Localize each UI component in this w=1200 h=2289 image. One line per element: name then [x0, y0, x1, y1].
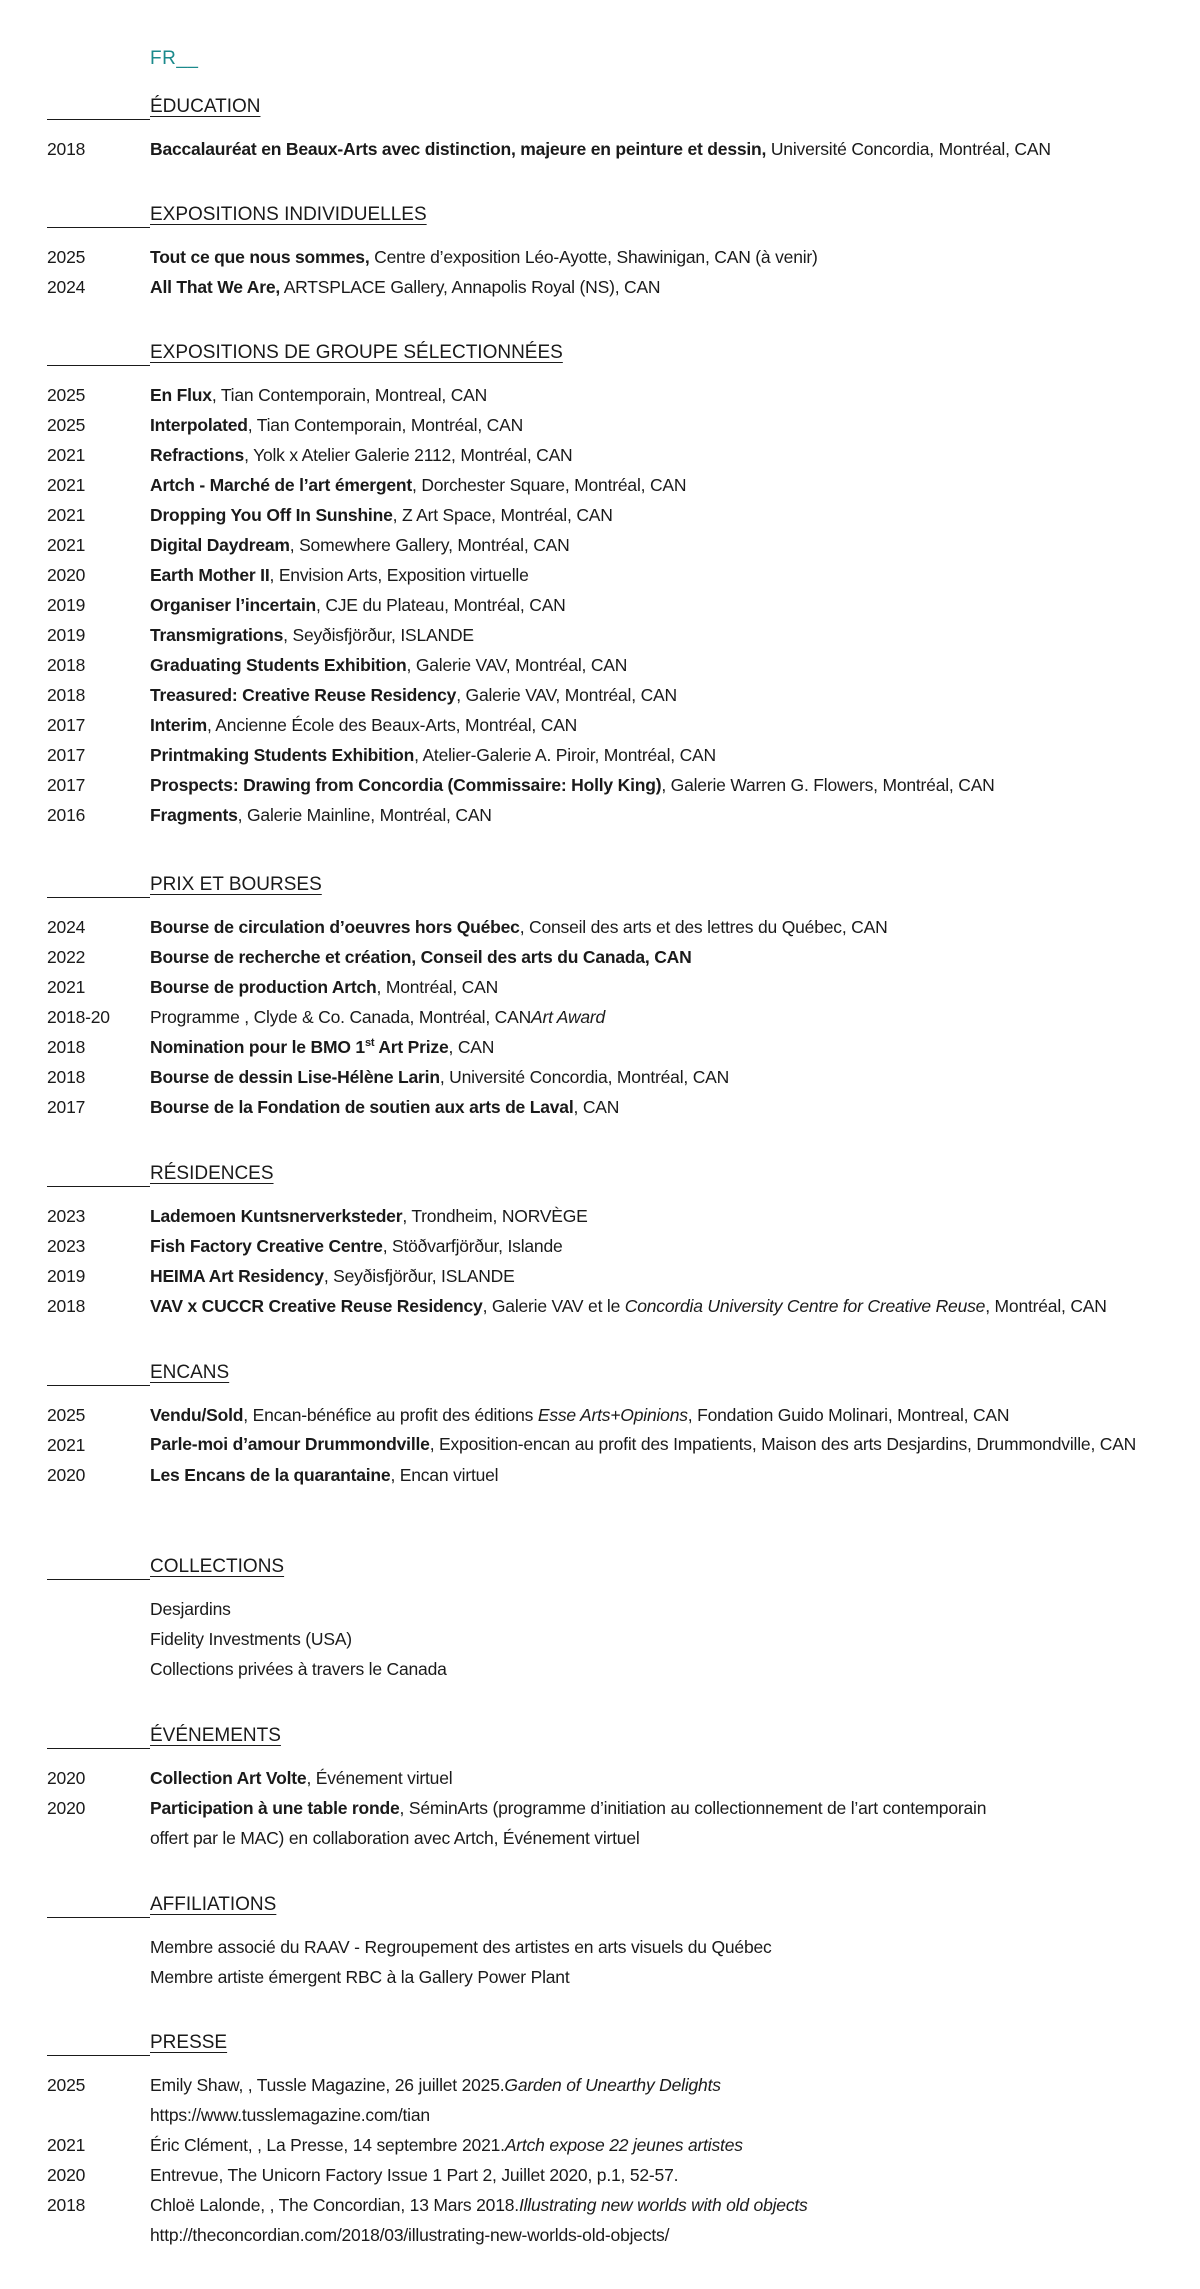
entry-text	[150, 620, 1155, 650]
entry-ital-text: Art Award	[531, 1007, 606, 1027]
entry-bold-text: HEIMA Art Residency	[150, 1266, 324, 1286]
section-affiliations	[0, 1894, 1200, 1992]
entry-rest-text: Entrevue, The Unicorn Factory Issue 1 Part 2, Juillet 2020, p.1, 52-57.	[150, 2165, 679, 2185]
entry-list	[0, 1400, 1200, 1490]
entry-row	[0, 650, 1200, 680]
entry-bold-text: En Flux	[150, 385, 212, 405]
entry-row	[0, 1231, 1200, 1261]
entry-ital-text: Esse Arts+Opinions	[537, 1405, 688, 1425]
entry-rest-text: Fidelity Investments (USA)	[150, 1629, 352, 1649]
entry-row	[0, 2130, 1200, 2160]
entry-row	[0, 1793, 1200, 1823]
entry-rest-text: , Atelier-Galerie A. Piroir, Montréal, CAN	[414, 745, 716, 765]
entry-pre-text: Éric Clément,	[150, 2135, 258, 2155]
entry-row	[0, 1460, 1200, 1490]
entry-bold-text: Vendu/Sold	[150, 1405, 244, 1425]
entry-pre-text: Emily Shaw,	[150, 2075, 248, 2095]
entry-bold-text: Transmigrations	[150, 625, 284, 645]
entry-year: 2021	[47, 2135, 86, 2155]
entry-ital-text: Illustrating new worlds with old objects	[518, 2195, 808, 2215]
entry-rest-text: , Trondheim, NORVÈGE	[402, 1206, 588, 1226]
entry-text	[150, 1261, 1155, 1291]
entry-text	[150, 740, 1155, 770]
entry-text	[150, 1201, 1155, 1231]
entry-row	[0, 972, 1200, 1002]
entry-list	[0, 912, 1200, 1122]
entry-year: 2023	[47, 1206, 86, 1226]
entry-bold-text: Bourse de recherche et création, Conseil des arts du Canada, CAN	[150, 947, 692, 967]
entry-bold-text: Bourse de la Fondation de soutien aux arts de Laval	[150, 1097, 574, 1117]
entry-row	[0, 134, 1200, 164]
entry-list	[0, 2070, 1200, 2250]
entry-rest-text: , Clyde & Co. Canada, Montréal, CAN	[244, 1007, 532, 1027]
entry-bold-text: Collection Art Volte	[150, 1768, 307, 1788]
entry-row	[0, 1062, 1200, 1092]
entry-year: 2025	[47, 415, 86, 435]
entry-rest-text: , Ancienne École des Beaux-Arts, Montréal, CAN	[206, 715, 578, 735]
entry-row	[0, 1654, 1200, 1684]
entry-row	[0, 740, 1200, 770]
entry-list	[0, 1763, 1200, 1853]
entry-rest-text: , Galerie VAV, Montréal, CAN	[456, 685, 677, 705]
entry-text	[150, 1430, 1155, 1459]
entry-year: 2020	[47, 1798, 86, 1818]
section-rule	[47, 1186, 150, 1187]
section-rule	[47, 227, 150, 228]
section-solo-exhibitions	[0, 204, 1200, 302]
entry-rest-text: , Seyðisfjörður, ISLANDE	[283, 625, 474, 645]
section-rule	[47, 897, 150, 898]
entry-bold-text: Dropping You Off In Sunshine	[150, 505, 393, 525]
section-rule	[47, 119, 150, 120]
entry-row	[0, 560, 1200, 590]
section-header	[0, 204, 1200, 230]
section-header	[0, 1362, 1200, 1388]
entry-bold-text: Interpolated	[150, 415, 248, 435]
entry-rest-text: ARTSPLACE Gallery, Annapolis Royal (NS), CAN	[280, 277, 661, 297]
language-label: FR__	[150, 48, 199, 69]
entry-year: 2018	[47, 2195, 86, 2215]
entry-rest-text: , The Concordian, 13 Mars 2018.	[269, 2195, 519, 2215]
entry-row	[0, 1032, 1200, 1062]
entry-rest-text: Desjardins	[150, 1599, 231, 1619]
entry-year: 2021	[47, 1435, 86, 1455]
entry-text	[150, 1062, 1155, 1092]
section-education	[0, 96, 1200, 164]
entry-row	[0, 1400, 1200, 1430]
entry-bold-text: Graduating Students Exhibition	[150, 655, 407, 675]
entry-year: 2017	[47, 745, 86, 765]
entry-rest-text: , CAN	[448, 1037, 495, 1057]
entry-text	[150, 1002, 1155, 1032]
entry-year: 2025	[47, 385, 86, 405]
entry-rest-text: , SéminArts (programme d’initiation au collectionnement de l’art contemporain	[399, 1798, 987, 1818]
entry-rest-text: , Encan-bénéfice au profit des éditions	[243, 1405, 538, 1425]
entry-bold-text: Earth Mother II	[150, 565, 270, 585]
entry-text	[150, 1823, 1155, 1853]
entry-rest-text: Membre associé du RAAV - Regroupement des artistes en arts visuels du Québec	[150, 1937, 772, 1957]
entry-text	[150, 2070, 1155, 2100]
entry-year: 2021	[47, 535, 86, 555]
entry-text	[150, 942, 1155, 972]
section-title: EXPOSITIONS DE GROUPE SÉLECTIONNÉES	[150, 342, 563, 363]
entry-row	[0, 530, 1200, 560]
section-press	[0, 2032, 1200, 2250]
entry-rest-text: , Conseil des arts et des lettres du Québec, CAN	[519, 917, 888, 937]
entry-text	[150, 410, 1155, 440]
entry-bold-text: Nomination pour le BMO 1	[150, 1037, 365, 1057]
entry-row	[0, 410, 1200, 440]
entry-bold-text: Printmaking Students Exhibition	[150, 745, 415, 765]
section-rule	[47, 1385, 150, 1386]
entry-year: 2017	[47, 775, 86, 795]
section-collections	[0, 1556, 1200, 1684]
entry-rest-text: , Tian Contemporain, Montreal, CAN	[211, 385, 488, 405]
section-title: PRESSE	[150, 2032, 228, 2053]
entry-year: 2020	[47, 1465, 86, 1485]
entry-bold-text: Digital Daydream	[150, 535, 290, 555]
entry-text	[150, 242, 1155, 272]
entry-row	[0, 912, 1200, 942]
entry-text	[150, 380, 1155, 410]
entry-rest-text: , Encan virtuel	[390, 1465, 499, 1485]
entry-text	[150, 1654, 1155, 1684]
entry-text	[150, 2130, 1155, 2160]
entry-year: 2024	[47, 917, 86, 937]
entry-row	[0, 770, 1200, 800]
entry-rest-text: , Dorchester Square, Montréal, CAN	[412, 475, 687, 495]
entry-rest-text: , Galerie VAV et le	[482, 1296, 625, 1316]
entry-row	[0, 380, 1200, 410]
entry-list	[0, 134, 1200, 164]
entry-year: 2019	[47, 595, 86, 615]
entry-text	[150, 272, 1155, 302]
entry-year: 2018	[47, 139, 86, 159]
entry-row	[0, 1962, 1200, 1992]
entry-bold-text: Interim	[150, 715, 207, 735]
entry-ital-text: Concordia University Centre for Creative Reuse	[624, 1296, 986, 1316]
entry-row	[0, 2100, 1200, 2130]
entry-year: 2021	[47, 977, 86, 997]
entry-bold-text: Les Encans de la quarantaine	[150, 1465, 391, 1485]
section-header	[0, 1556, 1200, 1582]
section-header	[0, 96, 1200, 122]
entry-year: 2024	[47, 277, 86, 297]
entry-rest-text: , Envision Arts, Exposition virtuelle	[269, 565, 529, 585]
section-header	[0, 1894, 1200, 1920]
entry-bold-text: Prospects: Drawing from Concordia (Commissaire: Holly King)	[150, 775, 662, 795]
entry-row	[0, 2190, 1200, 2220]
entry-row	[0, 440, 1200, 470]
entry-bold-text: Bourse de dessin Lise-Hélène Larin	[150, 1067, 440, 1087]
entry-year: 2025	[47, 1405, 86, 1425]
section-title: ÉDUCATION	[150, 96, 261, 117]
entry-text	[150, 1624, 1155, 1654]
entry-rest-text: , Exposition-encan au profit des Impatients, Maison des arts Desjardins, Drummondville, CAN	[429, 1434, 1137, 1454]
entry-rest-text: Membre artiste émergent RBC à la Gallery Power Plant	[150, 1967, 570, 1987]
entry-text	[150, 1291, 1155, 1321]
entry-text	[150, 912, 1155, 942]
entry-year: 2020	[47, 565, 86, 585]
section-header	[0, 874, 1200, 900]
entry-rest-text: , Tussle Magazine, 26 juillet 2025.	[247, 2075, 505, 2095]
entry-bold-text: Lademoen Kuntsnerverksteder	[150, 1206, 403, 1226]
entry-list	[0, 1932, 1200, 1992]
entry-bold-text: Tout ce que nous sommes,	[150, 247, 370, 267]
entry-year: 2018	[47, 685, 86, 705]
entry-year: 2018-20	[47, 1007, 110, 1027]
entry-text	[150, 1231, 1155, 1261]
entry-rest-text: , Galerie VAV, Montréal, CAN	[406, 655, 628, 675]
section-header	[0, 2032, 1200, 2058]
entry-row	[0, 1291, 1200, 1321]
section-rule	[47, 2055, 150, 2056]
entry-pre-text: Programme	[150, 1007, 245, 1027]
entry-text	[150, 972, 1155, 1002]
entry-bold-text: Baccalauréat en Beaux-Arts avec distinction, majeure en peinture et dessin,	[150, 139, 767, 159]
entry-row	[0, 590, 1200, 620]
entry-rest-text: Université Concordia, Montréal, CAN	[766, 139, 1051, 159]
section-auctions	[0, 1362, 1200, 1490]
section-rule	[47, 1917, 150, 1918]
section-rule	[47, 365, 150, 366]
entry-text	[150, 470, 1155, 500]
entry-rest-text: , Montréal, CAN	[376, 977, 499, 997]
section-group-exhibitions	[0, 342, 1200, 830]
entry-text	[150, 590, 1155, 620]
entry-year: 2021	[47, 505, 86, 525]
entry-rest-text: , Événement virtuel	[306, 1768, 453, 1788]
entry-rest-text: , CJE du Plateau, Montréal, CAN	[316, 595, 566, 615]
entry-row	[0, 1201, 1200, 1231]
entry-list	[0, 1594, 1200, 1684]
entry-row	[0, 1823, 1200, 1853]
entry-row	[0, 1624, 1200, 1654]
entry-rest-text: , Stöðvarfjörður, Islande	[382, 1236, 563, 1256]
entry-ital-text: Garden of Unearthy Delights	[504, 2075, 721, 2095]
section-header	[0, 1725, 1200, 1751]
entry-year: 2018	[47, 1037, 86, 1057]
entry-pre-text: Chloë Lalonde,	[150, 2195, 270, 2215]
entry-text	[150, 710, 1155, 740]
entry-text	[150, 2160, 1155, 2190]
entry-bold-text: Bourse de circulation d’oeuvres hors Québec	[150, 917, 520, 937]
entry-row	[0, 2070, 1200, 2100]
entry-row	[0, 620, 1200, 650]
entry-text	[150, 650, 1155, 680]
entry-text	[150, 530, 1155, 560]
entry-text	[150, 1400, 1155, 1430]
entry-year: 2018	[47, 1296, 86, 1316]
entry-text	[150, 500, 1155, 530]
entry-year: 2021	[47, 445, 86, 465]
entry-year: 2016	[47, 805, 86, 825]
entry-text	[150, 2190, 1155, 2220]
entry-list	[0, 1201, 1200, 1321]
entry-row	[0, 1430, 1200, 1460]
entry-bold-text: Participation à une table ronde	[150, 1798, 400, 1818]
entry-year: 2023	[47, 1236, 86, 1256]
entry-rest2-text: , Fondation Guido Molinari, Montreal, CAN	[687, 1405, 1010, 1425]
entry-text	[150, 770, 1155, 800]
entry-year: 2022	[47, 947, 86, 967]
entry-bold-text: Parle-moi d’amour Drummondville	[150, 1434, 430, 1454]
entry-bold-text: Fish Factory Creative Centre	[150, 1236, 383, 1256]
section-title: ENCANS	[150, 1362, 230, 1383]
section-title: AFFILIATIONS	[150, 1894, 277, 1915]
entry-text	[150, 440, 1155, 470]
entry-rest-text: , CAN	[573, 1097, 620, 1117]
entry-rest-text: , Z Art Space, Montréal, CAN	[392, 505, 613, 525]
entry-rest-text: Centre d’exposition Léo-Ayotte, Shawinigan, CAN (à venir)	[369, 247, 818, 267]
entry-row	[0, 1594, 1200, 1624]
entry-bold-text: Fragments	[150, 805, 238, 825]
entry-text	[150, 1793, 1155, 1823]
section-residences	[0, 1163, 1200, 1321]
entry-text	[150, 680, 1155, 710]
entry-text	[150, 1092, 1155, 1122]
entry-rest-text: , Galerie Mainline, Montréal, CAN	[237, 805, 492, 825]
section-header	[0, 1163, 1200, 1189]
entry-year: 2019	[47, 1266, 86, 1286]
section-header	[0, 342, 1200, 368]
entry-row	[0, 272, 1200, 302]
entry-rest-text: Collections privées à travers le Canada	[150, 1659, 447, 1679]
entry-rest-text: http://theconcordian.com/2018/03/illustrating-new-worlds-old-objects/	[150, 2225, 670, 2245]
entry-bold-text: VAV x CUCCR Creative Reuse Residency	[150, 1296, 483, 1316]
entry-year: 2025	[47, 2075, 86, 2095]
entry-bold-text: Artch - Marché de l’art émergent	[150, 475, 413, 495]
entry-year: 2017	[47, 715, 86, 735]
entry-bold-text: Treasured: Creative Reuse Residency	[150, 685, 457, 705]
section-events	[0, 1725, 1200, 1853]
section-title: EXPOSITIONS INDIVIDUELLES	[150, 204, 427, 225]
entry-text	[150, 1962, 1155, 1992]
entry-row	[0, 1932, 1200, 1962]
entry-row	[0, 2160, 1200, 2190]
entry-bold-text: Refractions	[150, 445, 245, 465]
entry-row	[0, 1092, 1200, 1122]
entry-row	[0, 710, 1200, 740]
entry-rest-text: offert par le MAC) en collaboration avec Artch, Événement virtuel	[150, 1828, 640, 1848]
entry-bold2-text: Art Prize	[374, 1037, 449, 1057]
entry-row	[0, 500, 1200, 530]
entry-bold-text: Organiser l’incertain	[150, 595, 316, 615]
section-rule	[47, 1579, 150, 1580]
entry-text	[150, 2100, 1155, 2130]
entry-sup-text: st	[364, 1037, 375, 1050]
entry-row	[0, 1763, 1200, 1793]
entry-row	[0, 1261, 1200, 1291]
entry-rest-text: , Galerie Warren G. Flowers, Montréal, CAN	[661, 775, 995, 795]
entry-year: 2025	[47, 247, 86, 267]
section-rule	[47, 1748, 150, 1749]
entry-list	[0, 380, 1200, 830]
entry-year: 2021	[47, 475, 86, 495]
entry-sup-wrapper	[365, 1037, 374, 1057]
entry-rest-text: , Tian Contemporain, Montréal, CAN	[247, 415, 524, 435]
entry-text	[150, 800, 1155, 830]
entry-rest-text: , Seyðisfjörður, ISLANDE	[323, 1266, 515, 1286]
entry-ital-text: Artch expose 22 jeunes artistes	[504, 2135, 743, 2155]
section-title: PRIX ET BOURSES	[150, 874, 322, 895]
entry-rest-text: , Yolk x Atelier Galerie 2112, Montréal, CAN	[244, 445, 573, 465]
entry-rest-text: , Somewhere Gallery, Montréal, CAN	[289, 535, 570, 555]
entry-row	[0, 800, 1200, 830]
section-awards	[0, 874, 1200, 1122]
entry-row	[0, 2220, 1200, 2250]
entry-year: 2017	[47, 1097, 86, 1117]
entry-text	[150, 2220, 1155, 2250]
entry-text	[150, 1763, 1155, 1793]
entry-text	[150, 1460, 1155, 1490]
entry-text	[150, 1032, 1155, 1062]
entry-list	[0, 242, 1200, 302]
entry-bold-text: Bourse de production Artch	[150, 977, 377, 997]
entry-row	[0, 242, 1200, 272]
entry-text	[150, 1932, 1155, 1962]
entry-year: 2018	[47, 655, 86, 675]
entry-bold-text: All That We Are,	[150, 277, 281, 297]
entry-row	[0, 1002, 1200, 1032]
entry-rest-text: , La Presse, 14 septembre 2021.	[257, 2135, 505, 2155]
entry-year: 2018	[47, 1067, 86, 1087]
entry-text	[150, 1594, 1155, 1624]
section-title: COLLECTIONS	[150, 1556, 285, 1577]
section-title: RÉSIDENCES	[150, 1163, 274, 1184]
entry-year: 2020	[47, 1768, 86, 1788]
entry-row	[0, 680, 1200, 710]
entry-year: 2019	[47, 625, 86, 645]
entry-text	[150, 560, 1155, 590]
entry-row	[0, 942, 1200, 972]
entry-year: 2020	[47, 2165, 86, 2185]
entry-row	[0, 470, 1200, 500]
section-title: ÉVÉNEMENTS	[150, 1725, 281, 1746]
entry-text	[150, 134, 1155, 164]
entry-rest-text: , Université Concordia, Montréal, CAN	[439, 1067, 730, 1087]
entry-rest2-text: , Montréal, CAN	[985, 1296, 1107, 1316]
entry-rest-text: https://www.tusslemagazine.com/tian	[150, 2105, 430, 2125]
